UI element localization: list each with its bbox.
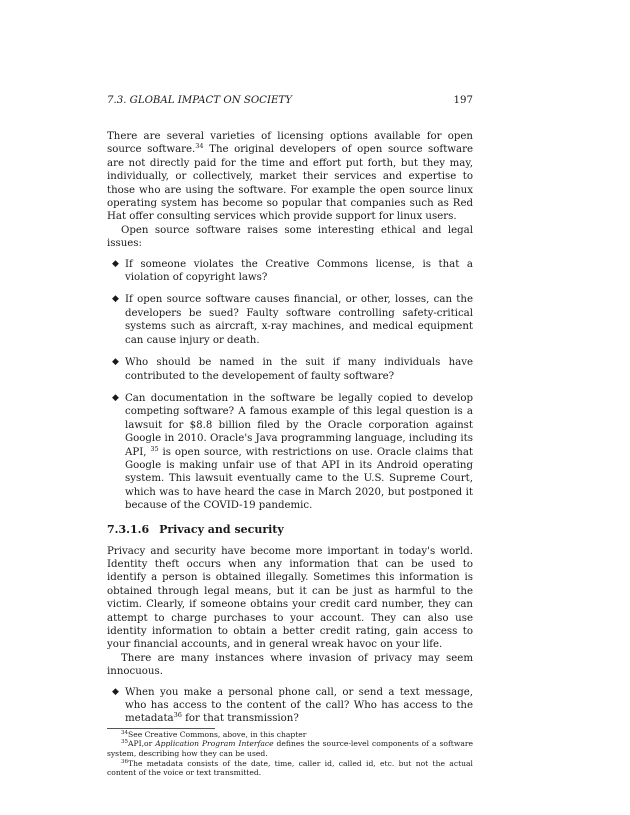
list-item — [107, 356, 473, 383]
issues-list — [107, 258, 473, 513]
footnote-text: The metadata consists of the date, time, caller id, called id, etc. but not the actual content of the voice or text transmitted. — [107, 758, 473, 778]
page-number: 197 — [453, 95, 473, 106]
footnote-36 — [107, 759, 473, 778]
footnote-ref-36: 36 — [173, 711, 182, 720]
issues-intro: Open source software raises some interesting ethical and legal issues: — [107, 224, 473, 250]
section-number: 7.3.1.6 — [107, 522, 150, 536]
privacy-instances-paragraph: There are many instances where invasion of privacy may seem innocuous. — [107, 652, 473, 678]
section-title: Privacy and security — [159, 522, 284, 536]
bullet-icon: ◆ — [112, 392, 119, 403]
list-item — [107, 686, 473, 726]
privacy-list — [107, 686, 473, 726]
list-item-text: If someone violates the Creative Commons license, is that a violation of copyright laws? — [125, 258, 473, 284]
privacy-paragraph: Privacy and security have become more important in today's world. Identity theft occurs when any information that can be used to identify a person is obtained illegally. Sometimes this information is obtained through legal means, but it can be just as harmful to the victim. Clearly, if someone obtains your credit card number, they can attempt to charge purchases to your account. They can also use identity information to obtain a better credit rating, gain access to your financial accounts, and in general wreak havoc on your life. — [107, 545, 473, 651]
bullet-icon: ◆ — [112, 686, 119, 697]
list-item — [107, 392, 473, 513]
footnote-text-a: API,or — [128, 739, 156, 749]
running-header — [107, 94, 473, 108]
bullet-icon: ◆ — [112, 258, 119, 269]
list-item — [107, 258, 473, 285]
footnote-text-b: defines the source-level components of a software system, describing how they can be used. — [107, 739, 474, 759]
footnote-34 — [107, 730, 473, 740]
bullet-icon: ◆ — [112, 357, 119, 368]
footnote-emphasis: Application Program Interface — [155, 739, 274, 749]
intro-text-a: There are several varieties of licensing options available for open source software. — [107, 131, 473, 156]
intro-text-b: The original developers of open source software are not directly paid for the time and effort put forth, but they may, individually, or collectively, market their services and expertise to those who are using the software. For example the open source linux operating system has become so popular that companies such as Red Hat offer consulting services which provide support for linux users. — [107, 144, 473, 223]
intro-paragraph — [107, 130, 473, 224]
list-item-text-b: for that transmission? — [181, 713, 299, 725]
list-item-text-a: Can documentation in the software be legally copied to develop competing software? A famous example of this legal question is a lawsuit for $8.8 billion filed by the Oracle corporation against Google in 2010. Oracle's Java programming language, including its API, — [125, 392, 473, 458]
document-page — [107, 94, 473, 778]
footnote-35 — [107, 739, 473, 758]
footnote-mark: 34 — [121, 729, 128, 736]
section-heading — [107, 523, 473, 537]
footnote-text: See Creative Commons, above, in this chapter — [128, 729, 307, 739]
footnote-mark: 36 — [121, 758, 128, 765]
running-title: 7.3. GLOBAL IMPACT ON SOCIETY — [107, 95, 292, 106]
list-item-text-a: When you make a personal phone call, or send a text message, who has access to the content of the call? Who has access to the metadata — [125, 686, 473, 725]
list-item-text-b: is open source, with restrictions on use. Oracle claims that Google is making unfair use of that API in its Android operating system. This lawsuit eventually came to the U.S. Supreme Court, which was to have heard the case in March 2020, but postponed it because of the COVID-19 pandemic. — [125, 446, 473, 512]
footnote-mark: 35 — [121, 739, 128, 746]
footnote-ref-35: 35 — [150, 444, 159, 453]
list-item — [107, 293, 473, 347]
list-item-text: If open source software causes financial, or other, losses, can the developers be sued? Faulty software controlling safety-critical systems such as aircraft, x-ray machines, and medical equipment can cause injury or death. — [125, 294, 473, 346]
list-item-text: Who should be named in the suit if many individuals have contributed to the developement of faulty software? — [125, 357, 473, 382]
bullet-icon: ◆ — [112, 294, 119, 305]
footnote-ref-34: 34 — [195, 142, 204, 151]
